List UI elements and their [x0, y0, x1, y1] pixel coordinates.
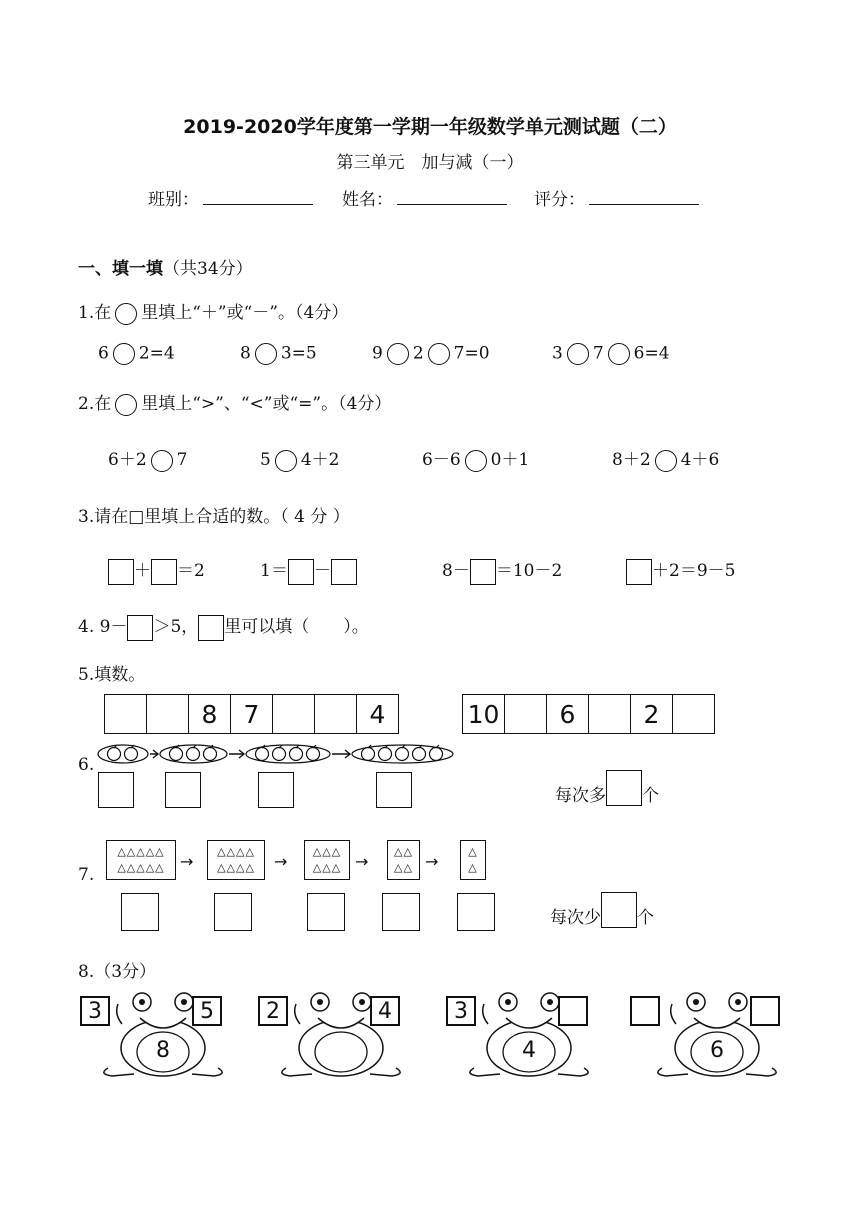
- apple-icon: [379, 748, 392, 761]
- apple-icon: [290, 748, 303, 761]
- answer-box[interactable]: [382, 893, 420, 931]
- answer-box[interactable]: [98, 772, 134, 808]
- answer-box[interactable]: [127, 615, 153, 641]
- frog-problem: [78, 990, 248, 1080]
- strip-cell: 6: [547, 695, 589, 733]
- apple-icon: [108, 748, 121, 761]
- q1-item-3: 9 2 7=0: [372, 343, 490, 364]
- arrow-icon: →: [180, 852, 194, 871]
- answer-circle[interactable]: [465, 450, 487, 472]
- apple-groups-illustration: [96, 740, 456, 770]
- answer-box[interactable]: [307, 893, 345, 931]
- section1-heading: [78, 254, 253, 279]
- q3-item-4: ＋2＝9－5: [626, 556, 735, 585]
- apple-icon: [187, 748, 200, 761]
- q1-item-4: 3 7 6=4: [552, 343, 670, 364]
- triangle-group-8: △△△△ △△△△: [207, 840, 265, 880]
- frog-belly-number: 4: [522, 1038, 536, 1063]
- apple-icon: [170, 748, 183, 761]
- strip-cell: 7: [231, 695, 273, 733]
- page-subtitle: 第三单元 加与减（一）: [336, 153, 524, 173]
- number-strip-1: [104, 694, 399, 734]
- answer-box[interactable]: [601, 892, 637, 928]
- strip-cell: 10: [463, 695, 505, 733]
- q2-item-2: 5 4＋2: [260, 450, 340, 470]
- triangle-group-10: △△△△△ △△△△△: [106, 840, 176, 880]
- score-field[interactable]: [534, 185, 699, 210]
- section1-points: （共34分）: [163, 259, 253, 279]
- strip-cell: 8: [189, 695, 231, 733]
- answer-box[interactable]: [258, 772, 294, 808]
- strip-cell[interactable]: [147, 695, 189, 733]
- q7-tail: 每次少 个: [550, 892, 654, 928]
- strip-cell: 4: [369, 699, 386, 729]
- frog-left-box: 3: [446, 996, 476, 1026]
- q2-instruction: 2.在 里填上“>”、“<”或“=”。（4分）: [78, 394, 392, 414]
- strip-cell: 2: [631, 695, 673, 733]
- q3-instruction: 3.请在□里填上合适的数。（ 4 分 ）: [78, 507, 350, 527]
- frog-right-box[interactable]: [558, 996, 588, 1026]
- q3-item-3: 8－ ＝10－2: [442, 556, 562, 585]
- answer-box[interactable]: [376, 772, 412, 808]
- answer-box[interactable]: [626, 559, 652, 585]
- q2-item-1: 6＋2 7: [108, 450, 188, 470]
- apple-icon: [204, 748, 217, 761]
- frog-belly-number: 8: [156, 1038, 170, 1063]
- q1-item-2: 8 3=5: [240, 343, 317, 364]
- frog-problem: [444, 990, 614, 1080]
- answer-circle[interactable]: [567, 343, 589, 365]
- q8-instruction: 8.（3分）: [78, 962, 157, 982]
- circle-icon: [115, 394, 137, 416]
- page-title: 2019-2020学年度第一学期一年级数学单元测试题（二）: [183, 116, 677, 138]
- arrow-icon: →: [425, 852, 439, 871]
- q2-item-3: 6－6 0＋1: [422, 450, 530, 470]
- q5-instruction: 5.填数。: [78, 665, 146, 685]
- triangle-group-2: △ △: [460, 840, 486, 880]
- answer-box[interactable]: [470, 559, 496, 585]
- q1-prefix: 1.在: [78, 303, 112, 323]
- name-field[interactable]: [342, 185, 507, 210]
- answer-circle[interactable]: [151, 450, 173, 472]
- apple-icon: [256, 748, 269, 761]
- name-label: 姓名：: [342, 190, 393, 210]
- frog-problem: [256, 990, 426, 1080]
- answer-box[interactable]: [606, 770, 642, 806]
- q3-item-1: ＋ ＝2: [108, 556, 205, 585]
- strip-cell[interactable]: [273, 695, 315, 733]
- apple-icon: [413, 748, 426, 761]
- frog-left-box[interactable]: [630, 996, 660, 1026]
- triangle-group-4: △△ △△: [387, 840, 420, 880]
- triangle-group-6: △△△ △△△: [304, 840, 350, 880]
- answer-box[interactable]: [108, 559, 134, 585]
- frog-belly-number: 6: [710, 1038, 724, 1063]
- q2-item-4: 8＋2 4＋6: [612, 450, 720, 470]
- answer-circle[interactable]: [655, 450, 677, 472]
- q6-tail: 每次多 个: [555, 770, 659, 806]
- strip-cell[interactable]: [505, 695, 547, 733]
- answer-box[interactable]: [214, 893, 252, 931]
- frog-left-box: 3: [80, 996, 110, 1026]
- answer-circle[interactable]: [608, 343, 630, 365]
- answer-circle[interactable]: [275, 450, 297, 472]
- strip-cell[interactable]: [589, 695, 631, 733]
- q1-suffix: 里填上“＋”或“－”。（4分）: [141, 303, 349, 323]
- apple-icon: [430, 748, 443, 761]
- apple-icon: [362, 748, 375, 761]
- class-blank[interactable]: [203, 187, 313, 205]
- apple-icon: [125, 748, 138, 761]
- q6-label: 6.: [78, 755, 95, 775]
- apple-icon: [307, 748, 320, 761]
- answer-box[interactable]: [331, 559, 357, 585]
- arrow-icon: [150, 750, 158, 758]
- arrow-icon: →: [355, 852, 369, 871]
- answer-circle[interactable]: [255, 343, 277, 365]
- group-ellipse: [98, 745, 148, 763]
- class-field[interactable]: [148, 185, 313, 210]
- answer-box[interactable]: [121, 893, 159, 931]
- number-strip-2: [462, 694, 715, 734]
- strip-cell[interactable]: [315, 695, 357, 733]
- apple-icon: [273, 748, 286, 761]
- frog-problem: [632, 990, 802, 1080]
- answer-box[interactable]: [457, 893, 495, 931]
- frog-right-box: 4: [370, 996, 400, 1026]
- group-ellipse: [246, 745, 330, 763]
- score-blank[interactable]: [589, 187, 699, 205]
- frog-right-box: 5: [192, 996, 222, 1026]
- answer-box[interactable]: [288, 559, 314, 585]
- q1-instruction: [78, 298, 348, 325]
- score-label: 评分：: [534, 190, 585, 210]
- arrow-icon: [229, 750, 244, 758]
- answer-circle[interactable]: [387, 343, 409, 365]
- apple-icon: [396, 748, 409, 761]
- class-label: 班别：: [148, 190, 199, 210]
- answer-box[interactable]: [165, 772, 201, 808]
- square-icon: [198, 615, 224, 641]
- arrow-icon: [332, 750, 350, 758]
- strip-cell[interactable]: [673, 695, 714, 733]
- q3-item-2: 1＝ －: [260, 556, 357, 585]
- circle-icon: [115, 303, 137, 325]
- name-blank[interactable]: [397, 187, 507, 205]
- frog-left-box: 2: [258, 996, 288, 1026]
- q7-label: 7.: [78, 865, 95, 885]
- answer-box[interactable]: [151, 559, 177, 585]
- strip-cell[interactable]: [105, 695, 147, 733]
- answer-circle[interactable]: [428, 343, 450, 365]
- q1-item-1: 6 2=4: [98, 343, 175, 364]
- answer-circle[interactable]: [113, 343, 135, 365]
- frog-right-box[interactable]: [750, 996, 780, 1026]
- q4-line: 4. 9－ ＞5， 里可以填（ ）。: [78, 612, 369, 641]
- section1-title: 一、填一填: [78, 259, 163, 279]
- arrow-icon: →: [274, 852, 288, 871]
